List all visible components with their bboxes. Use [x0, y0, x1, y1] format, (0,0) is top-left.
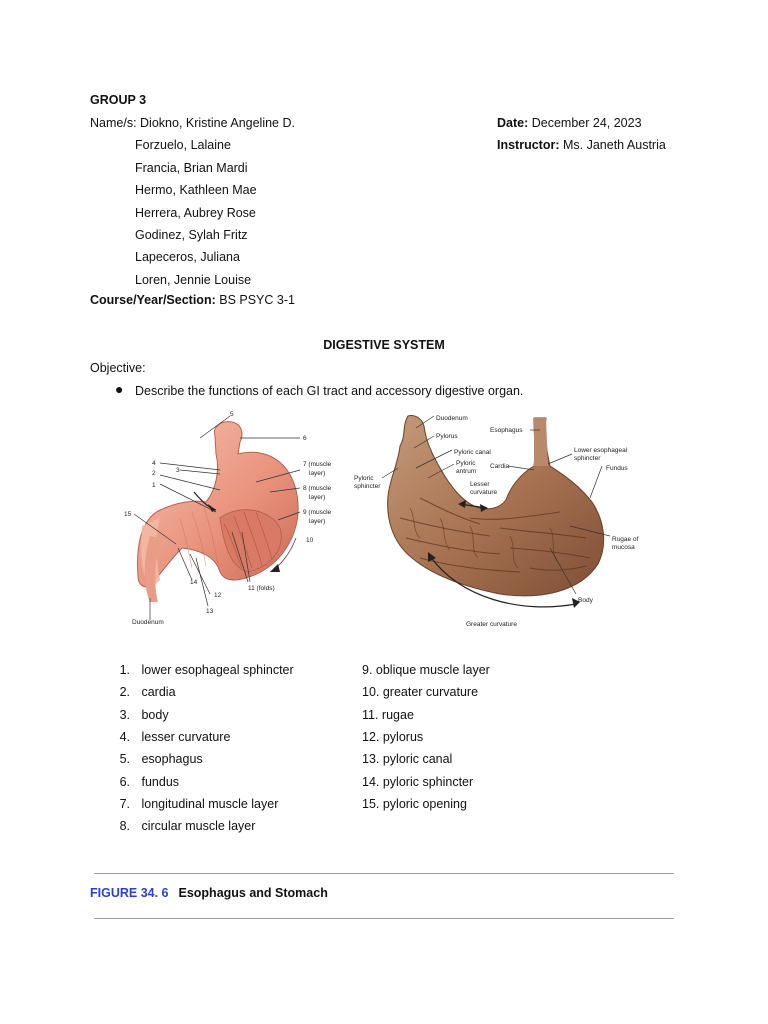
svg-text:Esophagus: Esophagus: [490, 427, 523, 434]
svg-text:antrum: antrum: [456, 468, 477, 475]
svg-text:10: 10: [306, 537, 314, 544]
svg-text:8 (muscle: 8 (muscle: [303, 485, 332, 492]
figure-title: Esophagus and Stomach: [178, 886, 328, 900]
name-6: Godinez, Sylah Fritz: [135, 228, 248, 242]
svg-text:layer): layer): [309, 518, 326, 525]
list-item: 10. greater curvature: [362, 685, 479, 699]
svg-text:Pyloric: Pyloric: [354, 475, 374, 482]
date-row: [497, 116, 642, 130]
list-item: 13. pyloric canal: [362, 752, 453, 766]
figure-caption: [90, 886, 328, 900]
course-row: [90, 293, 295, 307]
course-value: BS PSYC 3-1: [219, 293, 295, 307]
names-row: [90, 116, 295, 130]
course-label: Course/Year/Section:: [90, 293, 216, 307]
name-7: Lapeceros, Juliana: [135, 250, 240, 264]
svg-text:layer): layer): [309, 494, 326, 501]
svg-text:Pylorus: Pylorus: [436, 433, 458, 440]
svg-text:13: 13: [206, 608, 214, 615]
svg-text:Greater curvature: Greater curvature: [466, 621, 517, 628]
svg-text:2: 2: [152, 470, 156, 477]
stomach-muscle-layers-figure: [120, 408, 350, 628]
svg-text:layer): layer): [309, 470, 326, 477]
svg-text:sphincter: sphincter: [354, 483, 381, 490]
group-title: GROUP 3: [90, 93, 147, 107]
svg-text:14: 14: [190, 579, 198, 586]
caption-top-divider: [94, 873, 674, 874]
svg-text:Rugae of: Rugae of: [612, 536, 639, 543]
name-1: Diokno, Kristine Angeline D.: [140, 116, 295, 130]
svg-text:6: 6: [303, 435, 307, 442]
list-item: 8. circular muscle layer: [119, 819, 256, 833]
list-item: 9. oblique muscle layer: [362, 663, 490, 677]
svg-text:12: 12: [214, 592, 222, 599]
svg-text:15: 15: [124, 511, 132, 518]
svg-text:Cardia: Cardia: [490, 463, 510, 470]
svg-text:11 (folds): 11 (folds): [248, 585, 275, 592]
instructor-label: Instructor:: [497, 138, 560, 152]
svg-text:Pyloric: Pyloric: [456, 460, 476, 467]
name-2: Forzuelo, Lalaine: [135, 138, 231, 152]
name-8: Loren, Jennie Louise: [135, 273, 252, 287]
svg-text:9 (muscle: 9 (muscle: [303, 509, 332, 516]
svg-text:Lower esophageal: Lower esophageal: [574, 447, 628, 454]
bullet-icon: ●: [115, 381, 124, 397]
svg-text:Fundus: Fundus: [606, 465, 628, 472]
list-item: 1. lower esophageal sphincter: [119, 663, 294, 677]
instructor-row: [497, 138, 666, 152]
stomach-illustration: [138, 422, 299, 602]
instructor-value: Ms. Janeth Austria: [562, 138, 666, 152]
svg-text:sphincter: sphincter: [574, 455, 601, 462]
svg-text:curvature: curvature: [470, 489, 498, 496]
list-item: 5. esophagus: [119, 752, 203, 766]
figure-number: FIGURE 34. 6: [90, 886, 169, 900]
date-label: Date:: [497, 116, 529, 130]
names-label: Name/s:: [90, 116, 137, 130]
svg-text:4: 4: [152, 460, 156, 467]
objective-label: Objective:: [90, 361, 146, 375]
list-item: 11. rugae: [362, 708, 414, 722]
svg-text:mucosa: mucosa: [612, 544, 635, 551]
stomach-interior-illustration: [388, 415, 604, 595]
name-5: Herrera, Aubrey Rose: [135, 206, 256, 220]
list-item: 14. pyloric sphincter: [362, 775, 474, 789]
svg-text:1: 1: [152, 482, 156, 489]
name-4: Hermo, Kathleen Mae: [135, 183, 257, 197]
list-item: 4. lesser curvature: [119, 730, 231, 744]
svg-text:Duodenum: Duodenum: [132, 619, 164, 626]
list-item: 12. pylorus: [362, 730, 424, 744]
list-item: 7. longitudinal muscle layer: [119, 797, 279, 811]
stomach-internal-figure: [350, 408, 680, 633]
name-3: Francia, Brian Mardi: [135, 161, 248, 175]
svg-text:Lesser: Lesser: [470, 481, 490, 488]
svg-text:Duodenum: Duodenum: [436, 415, 468, 422]
list-item: 3. body: [119, 708, 169, 722]
objective-bullet: Describe the functions of each GI tract and accessory digestive organ.: [135, 384, 524, 398]
svg-text:Pyloric canal: Pyloric canal: [454, 449, 491, 456]
list-item: 6. fundus: [119, 775, 180, 789]
svg-text:7 (muscle: 7 (muscle: [303, 461, 332, 468]
caption-bottom-divider: [94, 918, 674, 919]
svg-text:5: 5: [230, 411, 234, 418]
list-item: 2. cardia: [119, 685, 176, 699]
svg-text:Body: Body: [578, 597, 593, 604]
svg-text:3: 3: [176, 467, 180, 474]
date-value: December 24, 2023: [531, 116, 642, 130]
page-title: DIGESTIVE SYSTEM: [323, 338, 445, 352]
list-item: 15. pyloric opening: [362, 797, 467, 811]
